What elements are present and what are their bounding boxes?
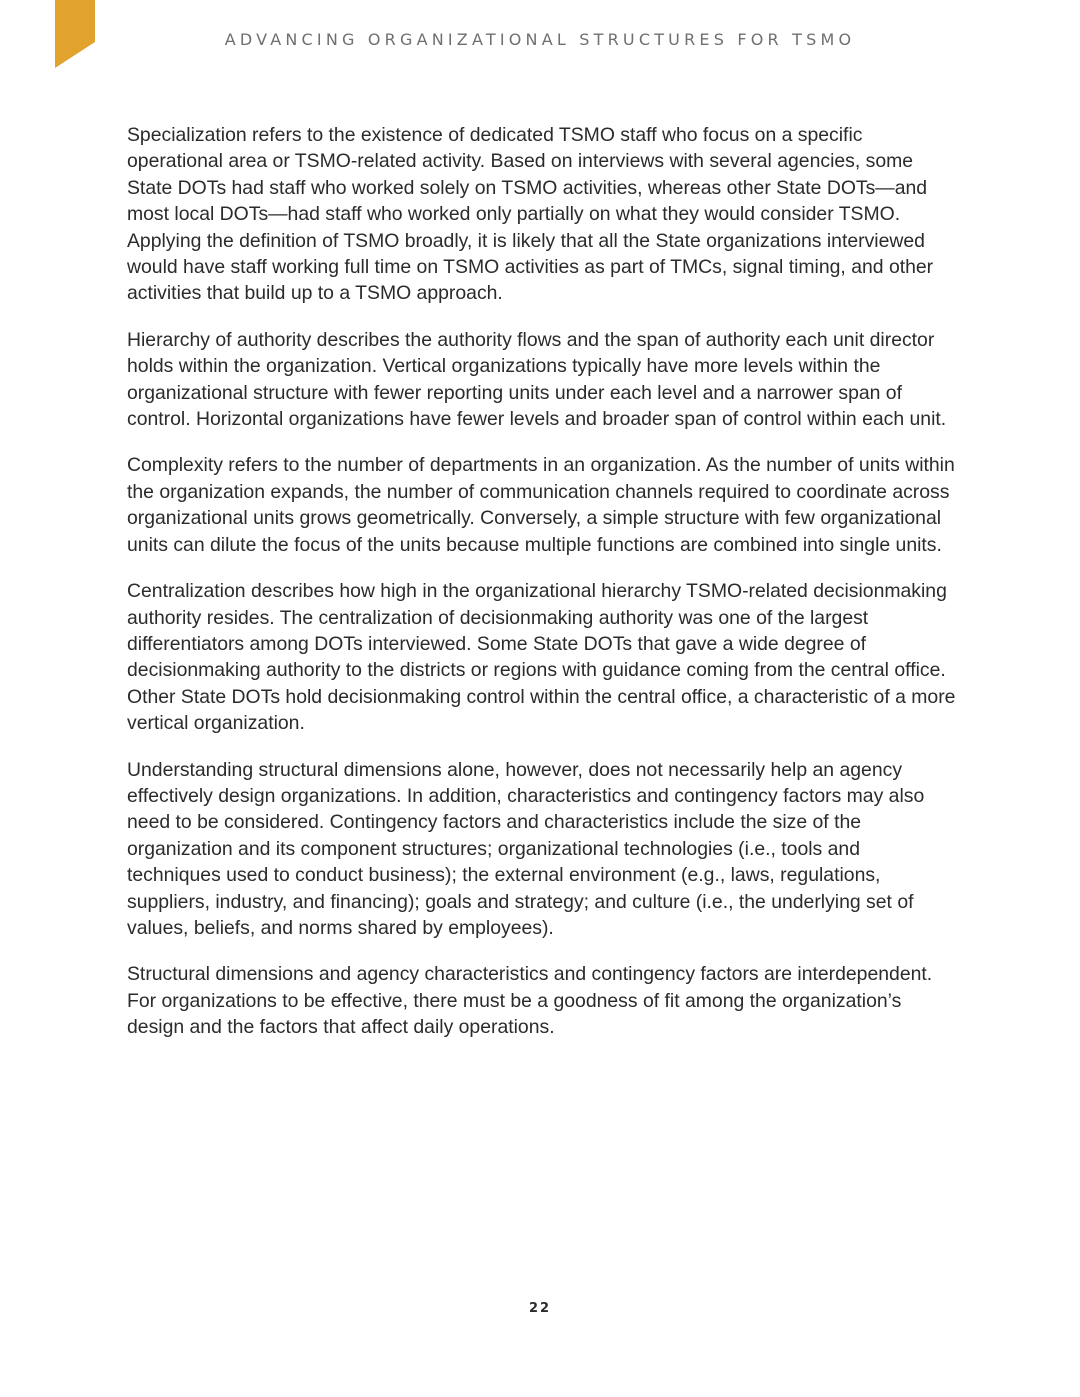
page-number: 22 — [528, 1301, 552, 1316]
paragraph-complexity: Complexity refers to the number of departments in an organization. As the number of units within the organization expands, the number of communication channels required to coordinate across organizational units grows geometrically. Conversely, a simple structure with few organizational units can dilute the focus of the units because multiple functions are combined into single units. — [127, 454, 955, 556]
running-header: ADVANCING ORGANIZATIONAL STRUCTURES FOR TSMO — [224, 30, 856, 49]
paragraph-centralization: Centralization describes how high in the organizational hierarchy TSMO-related decisionmaking authority resides. The centralization of decisionmaking authority was one of the largest differentiators among DOTs interviewed. Some State DOTs that gave a wide degree of decisionmaking authority to the districts or regions with guidance coming from the central office. Other State DOTs hold decisionmaking control within the central office, a characteristic of a more vertical organization. — [127, 580, 956, 735]
paragraph-interdependence: Structural dimensions and agency characteristics and contingency factors are interdependent. For organizations to be effective, there must be a goodness of fit among the organization’s design and the factors that affect daily operations. — [127, 963, 933, 1039]
paragraph-contingency-factors: Understanding structural dimensions alone, however, does not necessarily help an agency effectively design organizations. In addition, characteristics and contingency factors may also need to be considered. Contingency factors and characteristics include the size of the organization and its component structures; organizational technologies (i.e., tools and techniques used to conduct business); the external environment (e.g., laws, regulations, suppliers, industry, and financing); goals and strategy; and culture (i.e., the underlying set of values, beliefs, and norms shared by employees). — [127, 758, 925, 939]
paragraph-hierarchy-of-authority: Hierarchy of authority describes the authority flows and the span of authority each unit director holds within the organization. Vertical organizations typically have more levels within the organizational structure with fewer reporting units under each level and a narrower span of control. Horizontal organizations have fewer levels and broader span of control within each unit. — [127, 328, 947, 431]
paragraph-specialization: Specialization refers to the existence of dedicated TSMO staff who focus on a specific operational area or TSMO-related activity. Based on interviews with several agencies, some State DOTs had staff who worked solely on TSMO activities, whereas other State DOTs—and most local DOTs—had staff who worked only partially on what they would consider TSMO. Applying the definition of TSMO broadly, it is likely that all the State organizations interviewed would have staff working full time on TSMO activities as part of TMCs, signal timing, and other activities that build up to a TSMO approach. — [127, 124, 934, 305]
body-text — [127, 122, 957, 1061]
